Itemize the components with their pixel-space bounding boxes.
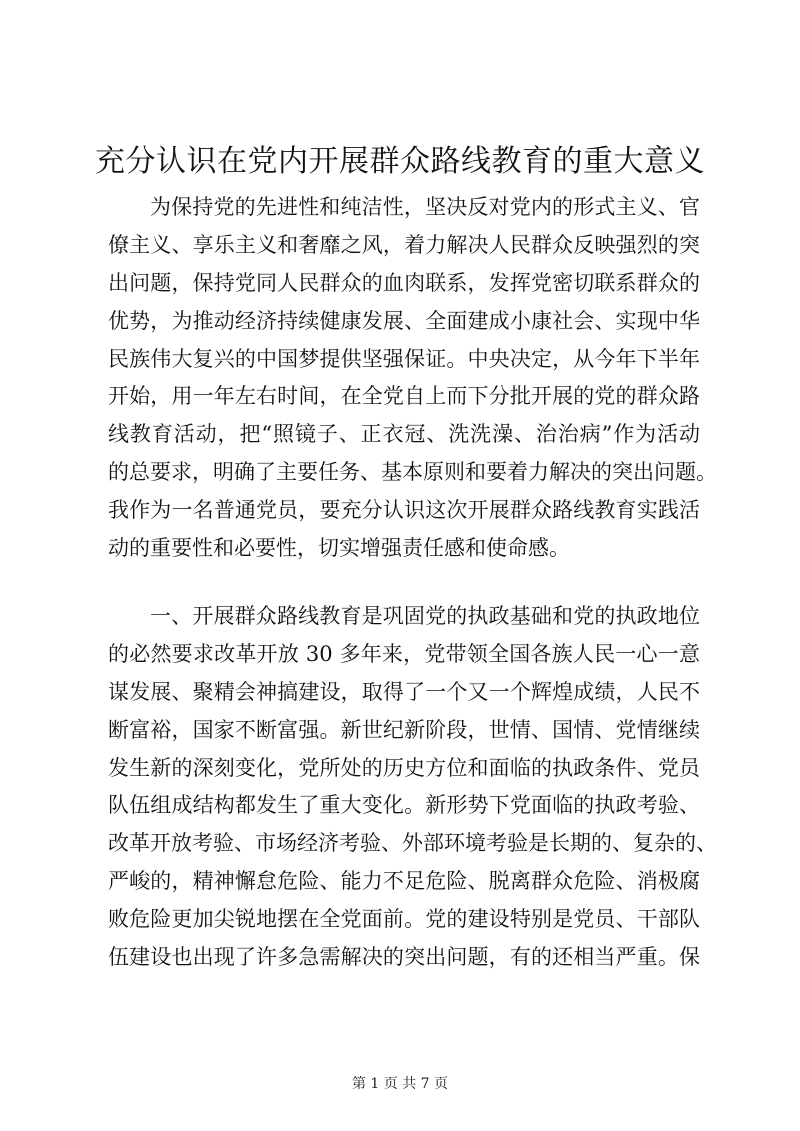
paragraph-1 xyxy=(108,189,717,568)
document-title: 充分认识在党内开展群众路线教育的重大意义 xyxy=(95,144,705,179)
paragraph-line: 发生新的深刻变化，党所处的历史方位和面临的执政条件、党员 xyxy=(108,755,700,780)
paragraph-line: 民族伟大复兴的中国梦提供坚强保证。中央决定，从今年下半年 xyxy=(108,346,700,371)
paragraph-line: 一、开展群众路线教育是巩固党的执政基础和党的执政地位 xyxy=(150,604,700,628)
paragraph-line: 改革开放考验、市场经济考验、外部环境考验是长期的、复杂的、 xyxy=(108,831,717,856)
paragraph-line: 我作为一名普通党员，要充分认识这次开展群众路线教育实践活 xyxy=(108,498,700,523)
paragraph-line: 严峻的，精神懈怠危险、能力不足危险、脱离群众危险、消极腐 xyxy=(108,869,700,894)
paragraph-line: 优势，为推动经济持续健康发展、全面建成小康社会、实现中华 xyxy=(108,308,700,333)
paragraph-line: 伍建设也出现了许多急需解决的突出问题，有的还相当严重。保 xyxy=(108,945,700,970)
paragraph-line: 败危险更加尖锐地摆在全党面前。党的建设特别是党员、干部队 xyxy=(108,907,700,932)
paragraph-line: 谋发展、聚精会神搞建设，取得了一个又一个辉煌成绩，人民不 xyxy=(108,679,700,704)
paragraph-line: 僚主义、享乐主义和奢靡之风，着力解决人民群众反映强烈的突 xyxy=(108,232,700,257)
paragraph-line: 队伍组成结构都发生了重大变化。新形势下党面临的执政考验、 xyxy=(108,793,700,818)
paragraph-line: 的必然要求改革开放 30 多年来，党带领全国各族人民一心一意 xyxy=(108,641,700,666)
paragraph-line: 动的重要性和必要性，切实增强责任感和使命感。 xyxy=(108,536,570,561)
paragraph-line: 断富裕，国家不断富强。新世纪新阶段，世情、国情、党情继续 xyxy=(108,717,700,742)
page-number: 第 1 页 共 7 页 xyxy=(351,1076,449,1092)
paragraph-line: 为保持党的先进性和纯洁性，坚决反对党内的形式主义、官 xyxy=(150,195,700,219)
paragraph-line: 开始，用一年左右时间，在全党自上而下分批开展的党的群众路 xyxy=(108,384,700,409)
paragraph-2 xyxy=(108,598,717,977)
paragraph-line: 的总要求，明确了主要任务、基本原则和要着力解决的突出问题。 xyxy=(108,460,717,485)
paragraph-line: 出问题，保持党同人民群众的血肉联系，发挥党密切联系群众的 xyxy=(108,270,700,295)
paragraph-line: 线教育活动，把“照镜子、正衣冠、洗洗澡、治治病”作为活动 xyxy=(108,422,700,447)
